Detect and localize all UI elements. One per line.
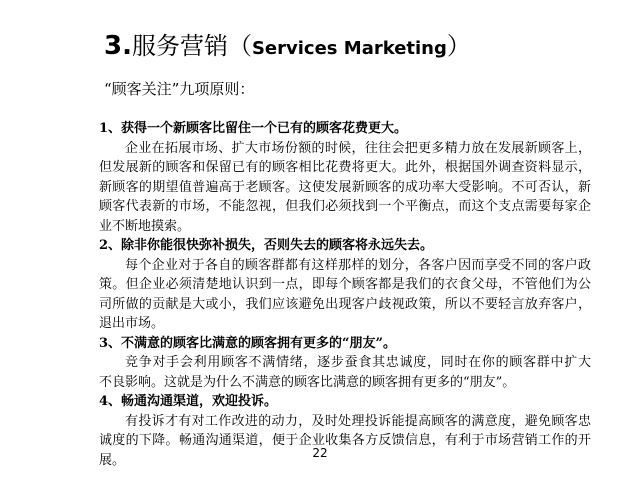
principle-body: 每个企业对于各自的顾客群都有这样那样的划分，各客户因而享受不同的客户政策。但企业必须清楚地认识到一点，即每个顾客都是我们的衣食父母，不管他们为公司所做的贡献是大或小，我们应该避免出现客户歧视政策，所以不要轻言放弃客户，退出市场。 <box>99 257 591 331</box>
section-number: 3. <box>104 31 132 61</box>
principle-body: 企业在拓展市场、扩大市场份额的时候，往往会把更多精力放在发展新顾客上，但发展新的顾客和保留已有的顾客相比花费将更大。此外，根据国外调查资料显示，新顾客的期望值普遍高于老顾客。这使发展新顾客的成功率大受影响。不可否认，新顾客代表新的市场，不能忽视，但我们必须找到一个平衡点，而这个支点需要每家企业不断地摸索。 <box>99 140 591 234</box>
principle-item <box>99 236 591 334</box>
principles-list <box>99 119 605 470</box>
principle-heading: 4、畅通沟通渠道，欢迎投诉。 <box>99 394 278 409</box>
title-english: Services Marketing <box>251 38 447 59</box>
principle-heading: 3、不满意的顾客比满意的顾客拥有更多的“朋友”。 <box>99 335 397 351</box>
title-paren-close: ） <box>446 32 471 60</box>
principle-body: 竞争对手会利用顾客不满情绪，逐步蚕食其忠诚度，同时在你的顾客群中扩大 不良影响。这就是为什么不满意的顾客比满意的顾客拥有更多的“朋友”。 <box>99 355 605 390</box>
subtitle: “顾客关注”九项原则： <box>104 80 255 98</box>
principle-item <box>99 334 605 393</box>
page-number: 22 <box>312 446 328 460</box>
principle-heading: 1、获得一个新顾客比留住一个已有的顾客花费更大。 <box>99 121 408 136</box>
principle-heading: 2、除非你能很快弥补损失，否则失去的顾客将永远失去。 <box>99 238 434 253</box>
principle-item <box>99 119 591 236</box>
title-chinese: 服务营销 <box>131 32 228 60</box>
principle-body: 有投诉才有对工作改进的动力，及时处理投诉能提高顾客的满意度，避免顾客忠诚度的下降。畅通沟通渠道，便于企业收集各方反馈信息，有利于市场营销工作的开展。 <box>99 413 591 468</box>
page-title <box>104 26 471 61</box>
title-paren-open: （ <box>227 32 252 60</box>
